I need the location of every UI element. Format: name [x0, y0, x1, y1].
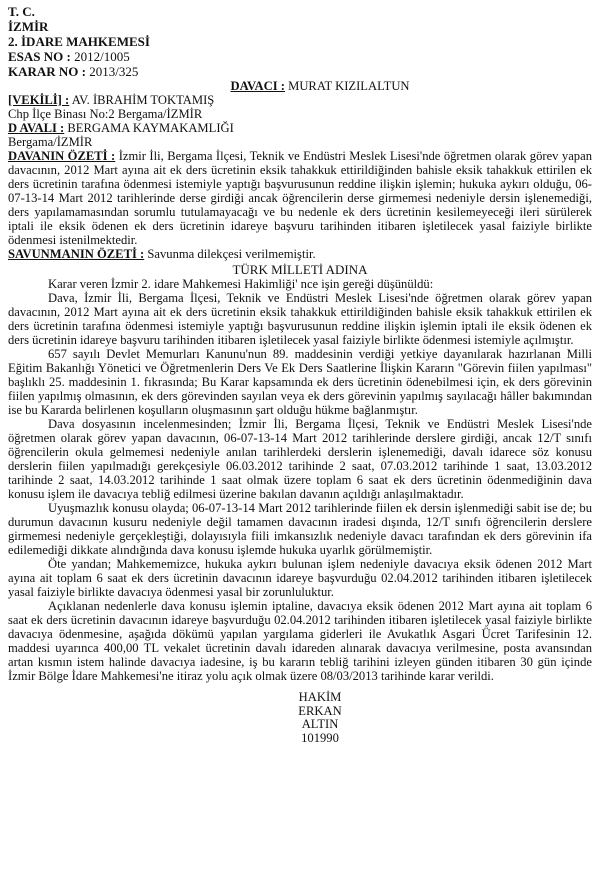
- signature-id: 101990: [301, 730, 339, 745]
- signature-title: HAKİM: [298, 690, 342, 704]
- document-header: [8, 4, 592, 79]
- paragraph-inceleme: Dava dosyasının incelenmesinden; İzmir İli, Bergama İlçesi, Teknik ve Endüstri Meslek Lisesi'nde öğretmen olarak görev yapan davacının, 06-07-13-14 Mart 2012 tarihlerinde derslere girdiği, ancak 12/T sınıfı öğrencilerin okula gelmemesi nedeniyle anılan tarihlerdeki derslerin işlenemediği, davalı idarece söz konusu derslerin fiilen yapılmadığı gerekçesiyle 06.03.2012 tarihinde 2 saat, 07.03.2012 tarihinde 1 saat, 13.03.2012 tarihinde 2 saat, 14.03.2012 tarihinde 1 saat olmak üzere toplam 6 saat ek ders ücretinin ödenmediğinin dava konusu işlem ile davacıya tebliğ edilmesi üzerine bakılan davanın açıldığı anlaşılmaktadır.: [8, 417, 592, 501]
- vekili-line: [8, 93, 592, 107]
- davali-value: BERGAMA KAYMAKAMLIĞI: [67, 121, 234, 135]
- davaci-line: [48, 79, 592, 93]
- davaci-value: MURAT KIZILALTUN: [288, 79, 410, 93]
- header-city: İZMİR: [8, 19, 49, 34]
- esas-value: 2012/1005: [74, 49, 130, 64]
- header-tc: T. C.: [8, 4, 35, 19]
- savunmanin-ozeti-label: SAVUNMANIN ÖZETİ :: [8, 247, 145, 261]
- davaci-label: DAVACI :: [230, 79, 285, 93]
- esas-no: [8, 49, 592, 64]
- davali-address: Bergama/İZMİR: [8, 135, 93, 149]
- paragraph-dava: Dava, İzmir İli, Bergama İlçesi, Teknik ve Endüstri Meslek Lisesi'nde öğretmen olarak görev yapan davacının, 2012 Mart ayına ait ek ders ücretinin eksik tahakkuk ettirildiğinden bahisle eksik tahakkuk ettirilen ek ders ücretinin tarafına ödenmesi istemiyle yaptığı başvurusunun reddine ilişkin işlemin iptali ile eksik ödenen ek ders ücretinin idareye başvuru tarihinden itibaren işletilecek yasal faiziyle birlikte ödenmesi istemiyle açılmıştır.: [8, 291, 592, 347]
- davanin-ozeti: [8, 149, 592, 247]
- court-decision-document: [8, 4, 592, 745]
- karar-value: 2013/325: [89, 64, 139, 79]
- decision-title: TÜRK MİLLETİ ADINA: [232, 262, 368, 277]
- karar-no: [8, 64, 592, 79]
- paragraph-law: 657 sayılı Devlet Memurları Kanunu'nun 89. maddesinin verdiği yetkiye dayanılarak hazırlanan Milli Eğitim Bakanlığı Yönetici ve Öğretmenlerin Ders Ve Ek Ders Saatlerine İlişkin Kararın "Görevin fiilen yapılması" başlıklı 25. maddesinin 1. fıkrasında; Bu Karar kapsamında ek ders ücretinin ödenebilmesi için, ek ders görevinin fiilen yapılmış olmasının, ek ders görevinden sayılan veya ek ders görevinin yapılmış sayılacağı hâller bakımından ise bu Kararda belirlenen koşulların oluşmasının şart olduğu hükme bağlanmıştır.: [8, 347, 592, 417]
- esas-label: ESAS NO :: [8, 49, 71, 64]
- paragraph-uyusmazlik: Uyuşmazlık konusu olayda; 06-07-13-14 Mart 2012 tarihlerinde fiilen ek dersin işlenmediği sabit ise de; bu durumun davacının kusuru nedeniyle değil tamamen davacının iradesi dışında, 12/T sınıfı öğrencilerin derslere girmemesi nedeniyle gerçekleştiği, dolayısıyla fiili imkansızlık nedeniyle davacı tarafından ek ders görevinin ifa edilemediği dikkate alındığında dava konusu işlemde hukuka uyarlık görülmemiştir.: [8, 501, 592, 557]
- davali-line: [8, 121, 592, 135]
- signature-block: [48, 691, 592, 745]
- paragraph-intro: Karar veren İzmir 2. idare Mahkemesi Hakimliği' nce işin gereği düşünüldü:: [48, 277, 434, 291]
- karar-label: KARAR NO :: [8, 64, 86, 79]
- savunmanin-ozeti-text: Savunma dilekçesi verilmemiştir.: [147, 247, 316, 261]
- paragraph-hukum: Açıklanan nedenlerle dava konusu işlemin iptaline, davacıya eksik ödenen 2012 Mart ayına ait toplam 6 saat ek ders ücretinin davacının idareye başvurduğu 02.04.2012 tarihinden itibaren işletilecek yasal faiziyle birlikte davacıya ödenmesine, aşağıda dökümü yapılan yargılama giderleri ile Avukatlık Asgari Ücret Tarifesinin 12. maddesi uyarınca 400,00 TL vekalet ücretinin davalı idareden alınarak davacıya verilmesine, posta avansından artan kısmın istem halinde davacıya iadesine, iş bu kararın tebliğ tarihini izleyen günden itibaren 30 gün içinde İzmir Bölge İdare Mahkemesi'ne itiraz yolu açık olmak üzere 08/03/2013 tarihinde karar verildi.: [8, 599, 592, 683]
- davanin-ozeti-label: DAVANIN ÖZETİ :: [8, 149, 116, 163]
- davali-label: D AVALI :: [8, 121, 65, 135]
- savunmanin-ozeti: [8, 247, 592, 261]
- vekili-address: Chp İlçe Binası No:2 Bergama/İZMİR: [8, 107, 203, 121]
- signature-first-name: ERKAN: [298, 703, 342, 718]
- header-court: 2. İDARE MAHKEMESİ: [8, 34, 150, 49]
- davanin-ozeti-text: İzmir İli, Bergama İlçesi, Teknik ve Endüstri Meslek Lisesi'nde öğretmen olarak görev yapan davacının, 2012 Mart ayına ait ek ders ücretinin eksik tahakkuk ettirildiğinden bahisle eksik tahakkuk ettirilen ek ders ücretinin tarafına ödenmesi istemiyle yaptığı başvurusunun reddine ilişkin işlemin; hukuka aykırı olduğu, 06-07-13-14 Mart 2012 tarihlerinde derse girdiği ancak öğrencilerin derse girmemesi nedeniyle dersin işlenemediği, ders yapılamamasından sorumlu tutulamayacağı ve bu nedenle ek ders ücretinin kesilemeyeceği ileri sürülerek iptali ile eksik ödenen ek ders ücretinin idareye başvuru tarihinden itibaren işletilecek yasal faiziyle birlikte ödenmesi istenilmektedir.: [8, 149, 592, 247]
- vekili-value: AV. İBRAHİM TOKTAMIŞ: [71, 93, 215, 107]
- vekili-label: [VEKİLİ] :: [8, 93, 70, 107]
- signature-last-name: ALTIN: [301, 717, 339, 731]
- paragraph-ote-yandan: Öte yandan; Mahkememizce, hukuka aykırı bulunan işlem nedeniyle davacıya eksik ödenen 2012 Mart ayına ait toplam 6 saat ek ders ücretinin davacının idareye başvurduğu 02.04.2012 tarihinden itibaren işletilecek yasal faiziyle birlikte davacıya ödenmesi yasal bir zorunluluktur.: [8, 557, 592, 599]
